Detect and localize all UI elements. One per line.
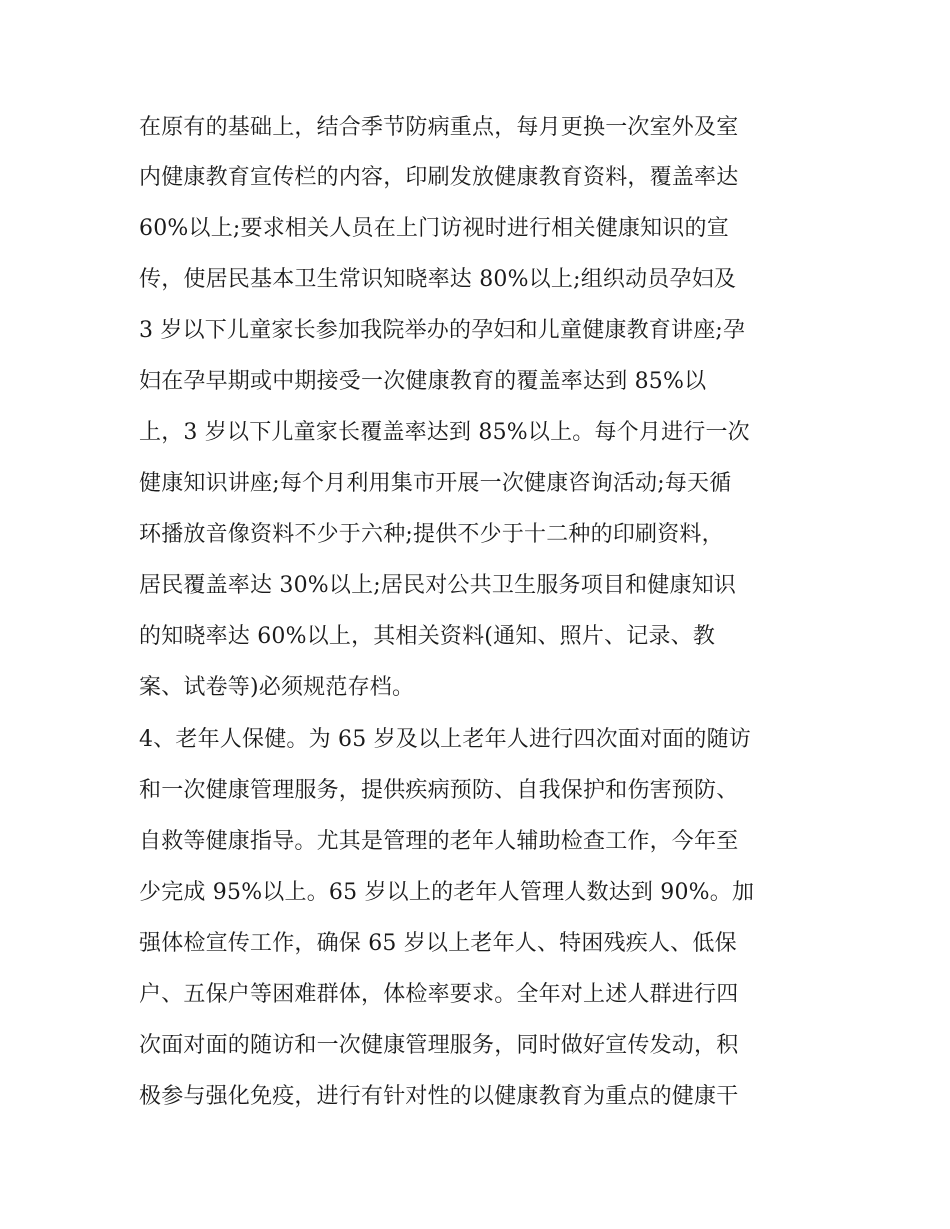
text-line-2: 内健康教育宣传栏的内容，印刷发放健康教育资料，覆盖率达 <box>139 165 739 190</box>
text-line-17: 强体检宣传工作，确保 65 岁以上老年人、特困残疾人、低保 <box>139 931 737 956</box>
text-line-20: 极参与强化免疫，进行有针对性的以健康教育为重点的健康干 <box>139 1084 739 1109</box>
text-line-18: 户、五保户等困难群体，体检率要求。全年对上述人群进行四 <box>139 982 739 1007</box>
text-line-3: 60%以上;要求相关人员在上门访视时进行相关健康知识的宣 <box>139 216 729 241</box>
text-line-13: 4、老年人保健。为 65 岁及以上老年人进行四次面对面的随访 <box>139 727 751 752</box>
text-line-1: 在原有的基础上，结合季节防病重点，每月更换一次室外及室 <box>139 115 739 140</box>
text-line-10: 居民覆盖率达 30%以上;居民对公共卫生服务项目和健康知识 <box>139 573 737 598</box>
text-line-14: 和一次健康管理服务，提供疾病预防、自我保护和伤害预防、 <box>139 778 739 803</box>
text-line-7: 上，3 岁以下儿童家长覆盖率达到 85%以上。每个月进行一次 <box>139 420 750 445</box>
text-line-11: 的知晓率达 60%以上，其相关资料(通知、照片、记录、教 <box>139 624 716 649</box>
text-line-6: 妇在孕早期或中期接受一次健康教育的覆盖率达到 85%以 <box>139 369 707 394</box>
text-line-19: 次面对面的随访和一次健康管理服务，同时做好宣传发动，积 <box>139 1033 739 1058</box>
text-line-15: 自救等健康指导。尤其是管理的老年人辅助检查工作，今年至 <box>139 829 739 854</box>
text-line-9: 环播放音像资料不少于六种;提供不少于十二种的印刷资料， <box>139 522 724 547</box>
text-line-16: 少完成 95%以上。65 岁以上的老年人管理人数达到 90%。加 <box>139 880 755 905</box>
text-line-4: 传，使居民基本卫生常识知晓率达 80%以上;组织动员孕妇及 <box>139 267 737 292</box>
text-line-12: 案、试卷等)必须规范存档。 <box>139 675 415 700</box>
text-line-8: 健康知识讲座;每个月利用集市开展一次健康咨询活动;每天循 <box>139 471 732 496</box>
text-line-5: 3 岁以下儿童家长参加我院举办的孕妇和儿童健康教育讲座;孕 <box>139 318 746 343</box>
